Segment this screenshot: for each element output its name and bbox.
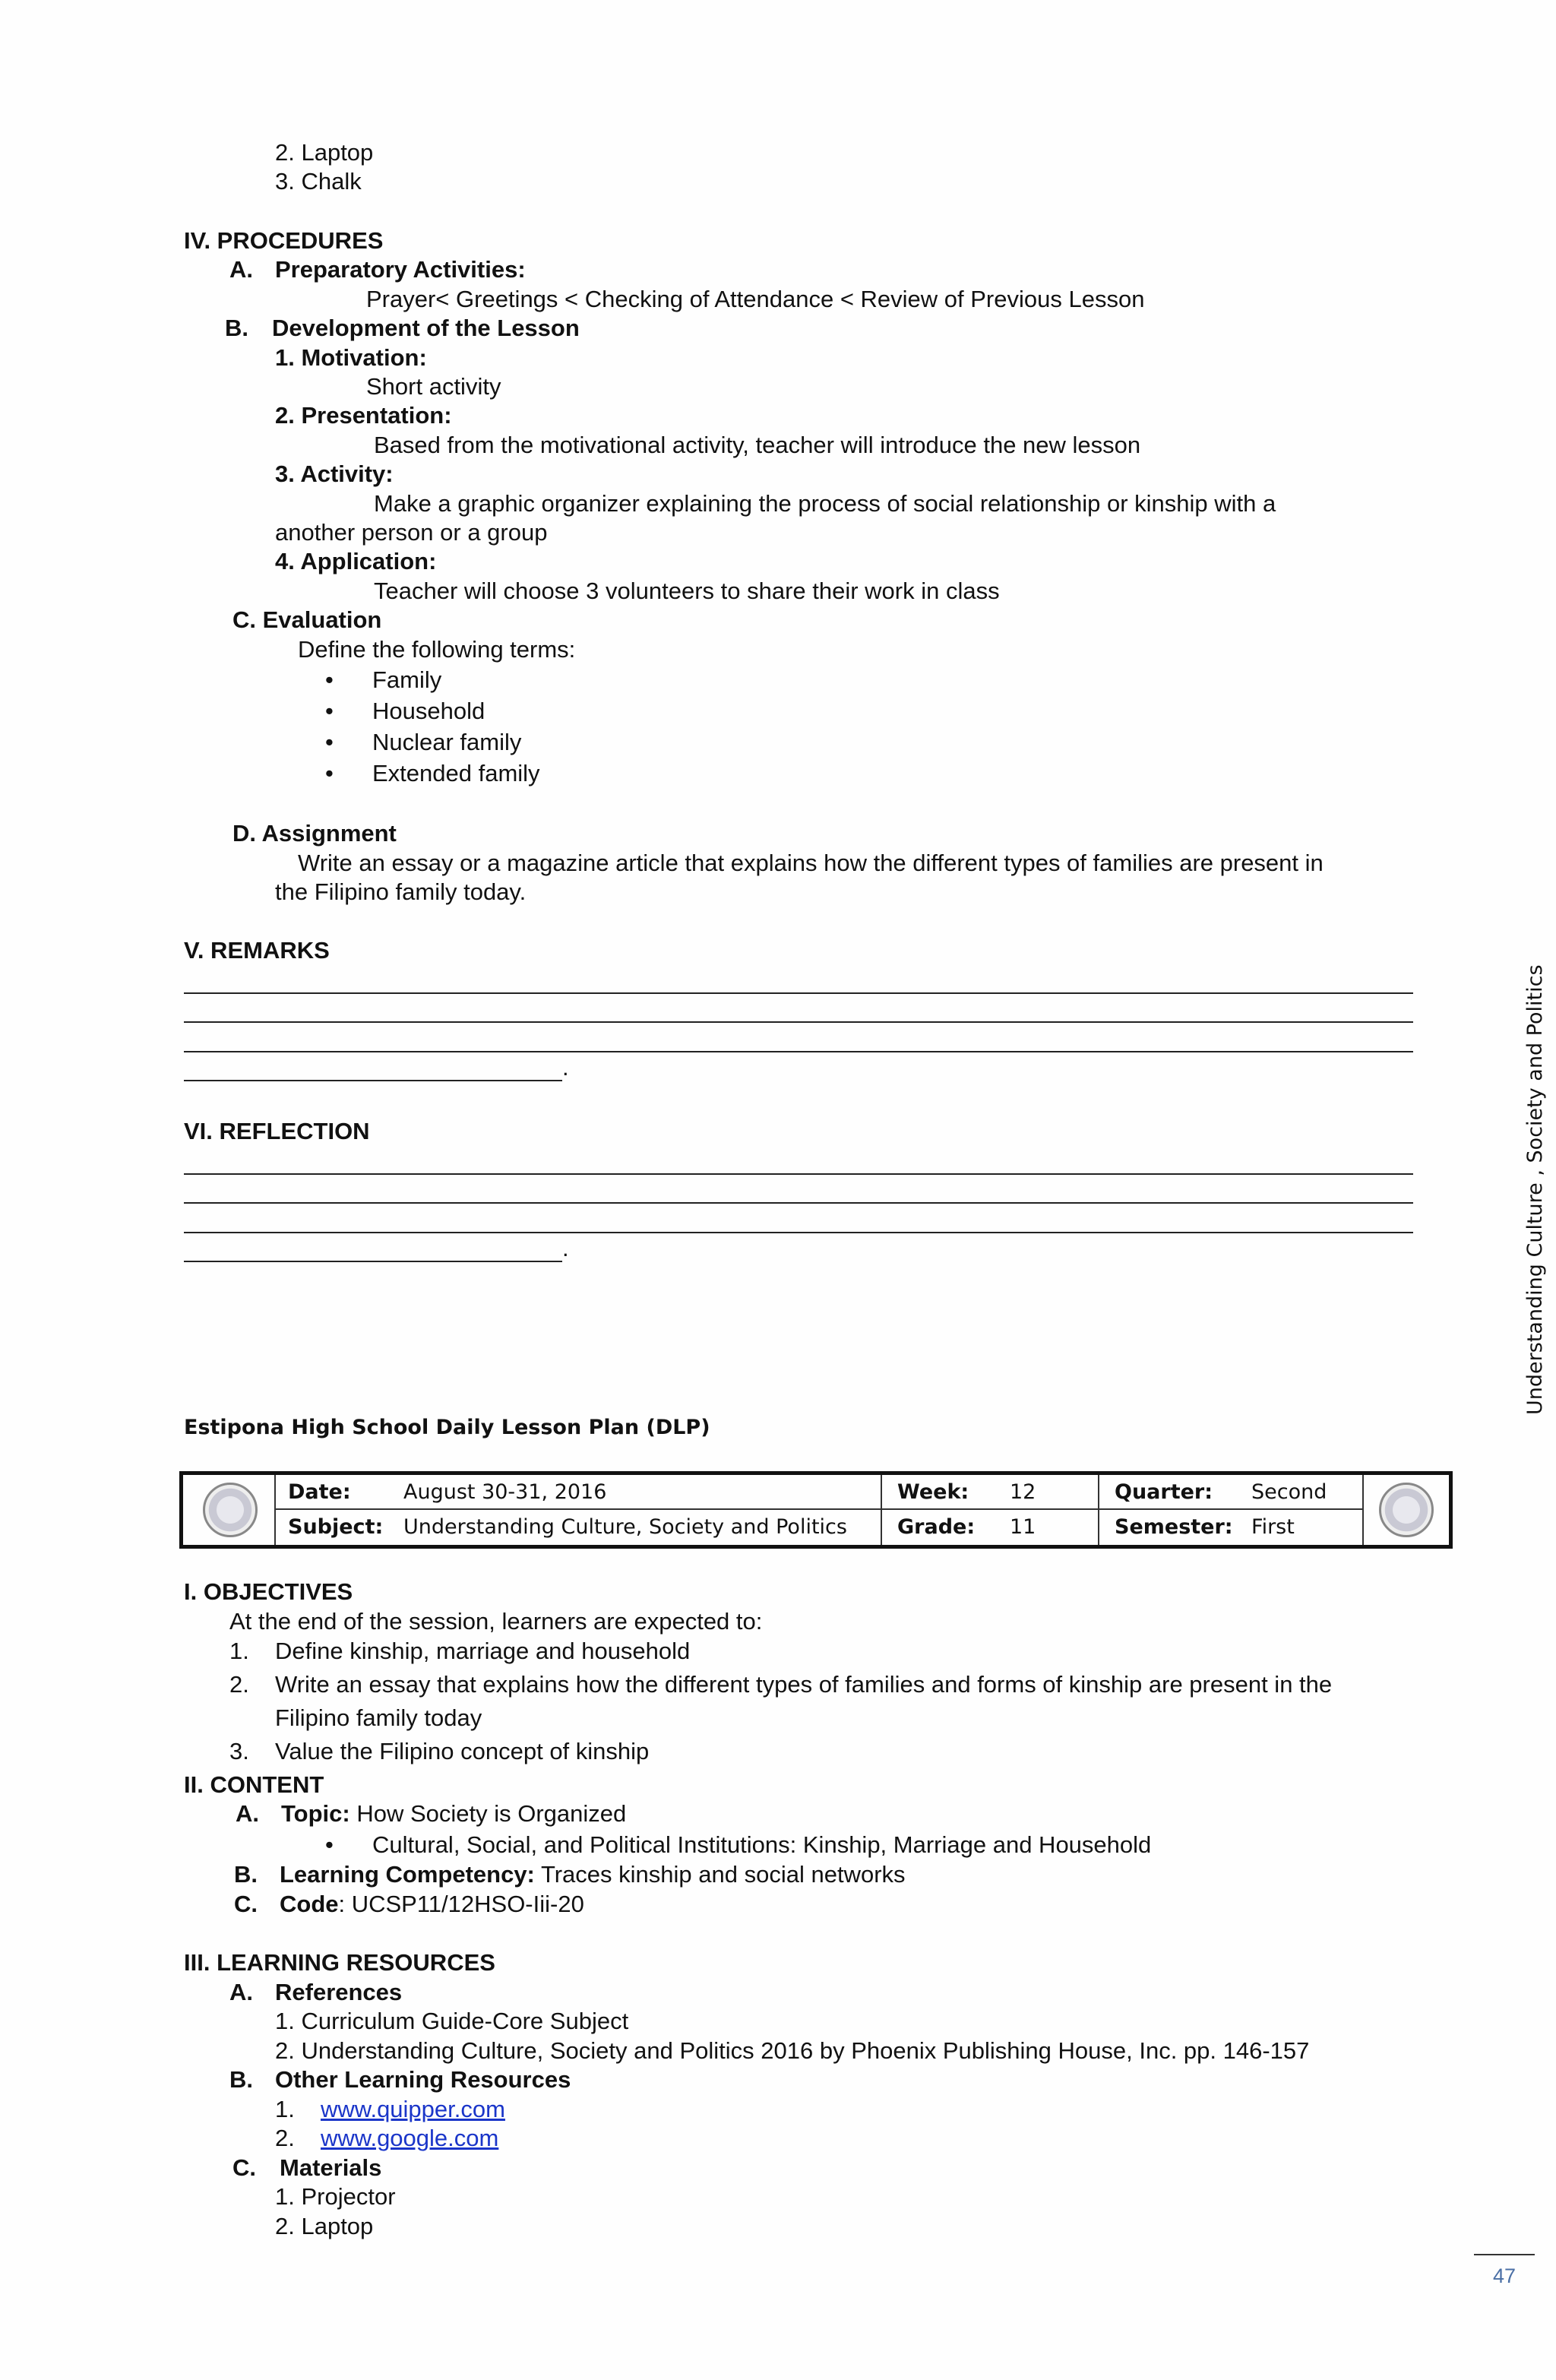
activity-title: 3. Activity: — [275, 460, 394, 487]
materials-title: Materials — [280, 2154, 382, 2181]
grade-value: 11 — [1010, 1515, 1036, 1539]
references-title: References — [275, 1979, 403, 2005]
week-value: 12 — [1010, 1480, 1036, 1504]
reference-item: 2. Understanding Culture, Society and Politics 2016 by Phoenix Publishing House, Inc. pp. 146-157 — [275, 2037, 1310, 2064]
motivation-text: Short activity — [366, 373, 501, 400]
resources-c-label: C. — [232, 2154, 256, 2181]
objective-number: 2. — [229, 1671, 249, 1698]
preparatory-activities-text: Prayer< Greetings < Checking of Attendance < Review of Previous Lesson — [366, 286, 1145, 312]
content-a-label: A. — [236, 1800, 259, 1827]
motivation-title: 1. Motivation: — [275, 344, 427, 371]
material-item-laptop: 2. Laptop — [275, 2213, 374, 2239]
topic-bullet: • Cultural, Social, and Political Institutions: Kinship, Marriage and Household — [372, 1831, 1151, 1859]
quarter-label: Quarter: — [1115, 1480, 1213, 1504]
remarks-line — [184, 1051, 1413, 1052]
reflection-line — [184, 1173, 1413, 1175]
development-title: Development of the Lesson — [272, 315, 580, 341]
competency-line — [280, 1860, 906, 1889]
quarter-value: Second — [1251, 1480, 1327, 1504]
evaluation-title: C. Evaluation — [232, 606, 382, 633]
page-number: 47 — [1474, 2254, 1535, 2290]
assignment-title: D. Assignment — [232, 820, 397, 847]
remarks-period: . — [562, 1054, 569, 1081]
reflection-line — [184, 1202, 1413, 1204]
other-resources-title: Other Learning Resources — [275, 2066, 571, 2093]
quipper-link[interactable]: www.quipper.com — [321, 2096, 505, 2122]
objective-number: 1. — [229, 1638, 249, 1664]
competency-text: Traces kinship and social networks — [540, 1861, 906, 1888]
content-b-label: B. — [234, 1861, 258, 1888]
remarks-heading: V. REMARKS — [184, 937, 330, 964]
deped-seal-logo — [203, 1483, 258, 1537]
date-value: August 30-31, 2016 — [403, 1480, 607, 1504]
reflection-heading: VI. REFLECTION — [184, 1118, 370, 1144]
term-family: • Family — [372, 666, 441, 695]
objective-number: 3. — [229, 1738, 249, 1764]
procedures-heading: IV. PROCEDURES — [184, 227, 384, 254]
dlp-header-table — [179, 1471, 1453, 1549]
school-seal-logo — [1379, 1483, 1434, 1537]
side-subject-title: Understanding Culture , Society and Politics — [1523, 964, 1547, 1415]
objective-item: Value the Filipino concept of kinship — [275, 1738, 650, 1764]
topic-title: Topic: — [281, 1800, 350, 1827]
link-number: 1. — [275, 2096, 295, 2122]
presentation-text: Based from the motivational activity, teacher will introduce the new lesson — [374, 432, 1141, 458]
procedures-b-label: B. — [225, 315, 248, 341]
resources-a-label: A. — [229, 1979, 253, 2005]
presentation-title: 2. Presentation: — [275, 402, 452, 429]
google-link[interactable]: www.google.com — [321, 2125, 499, 2151]
material-item-projector: 1. Projector — [275, 2183, 396, 2210]
activity-text-line1: Make a graphic organizer explaining the process of social relationship or kinship with a — [374, 490, 1276, 517]
semester-value: First — [1251, 1515, 1295, 1539]
reflection-period: . — [562, 1235, 569, 1261]
preparatory-activities-title: Preparatory Activities: — [275, 256, 526, 283]
link-number: 2. — [275, 2125, 295, 2151]
activity-text-line2: another person or a group — [275, 519, 548, 546]
content-heading: II. CONTENT — [184, 1771, 324, 1798]
code-line — [280, 1890, 584, 1919]
objective-item-continued: Filipino family today — [275, 1704, 482, 1731]
procedures-a-label: A. — [229, 256, 253, 283]
semester-label: Semester: — [1115, 1515, 1233, 1539]
assignment-text-line1: Write an essay or a magazine article that explains how the different types of families are present in — [298, 850, 1324, 876]
topic-line — [281, 1799, 626, 1828]
objective-item: Write an essay that explains how the different types of families and forms of kinship are present in the — [275, 1671, 1333, 1698]
code-title: Code — [280, 1891, 339, 1917]
remarks-line — [184, 1021, 1413, 1023]
subject-value: Understanding Culture, Society and Politics — [403, 1515, 847, 1539]
school-dlp-title: Estipona High School Daily Lesson Plan (DLP) — [184, 1416, 710, 1439]
reflection-line-short — [184, 1261, 562, 1262]
objectives-intro: At the end of the session, learners are expected to: — [229, 1608, 763, 1635]
objectives-heading: I. OBJECTIVES — [184, 1578, 353, 1605]
subject-label: Subject: — [288, 1515, 384, 1539]
resources-heading: III. LEARNING RESOURCES — [184, 1949, 495, 1976]
objective-item: Define kinship, marriage and household — [275, 1638, 691, 1664]
reference-item: 1. Curriculum Guide-Core Subject — [275, 2008, 629, 2034]
competency-title: Learning Competency: — [280, 1861, 535, 1888]
grade-label: Grade: — [897, 1515, 976, 1539]
material-item-laptop: 2. Laptop — [275, 139, 374, 166]
topic-text: How Society is Organized — [356, 1800, 627, 1827]
term-extended-family: • Extended family — [372, 759, 540, 788]
code-text: : UCSP11/12HSO-Iii-20 — [338, 1891, 584, 1917]
reflection-line — [184, 1232, 1413, 1233]
week-label: Week: — [897, 1480, 969, 1504]
material-item-chalk: 3. Chalk — [275, 168, 362, 195]
remarks-line-short — [184, 1080, 562, 1081]
content-c-label: C. — [234, 1891, 258, 1917]
evaluation-text: Define the following terms: — [298, 636, 576, 663]
application-title: 4. Application: — [275, 548, 437, 574]
application-text: Teacher will choose 3 volunteers to share their work in class — [374, 578, 1000, 604]
term-household: • Household — [372, 697, 485, 726]
assignment-text-line2: the Filipino family today. — [275, 878, 527, 905]
term-nuclear-family: • Nuclear family — [372, 728, 521, 757]
resources-b-label: B. — [229, 2066, 253, 2093]
remarks-line — [184, 992, 1413, 994]
date-label: Date: — [288, 1480, 351, 1504]
